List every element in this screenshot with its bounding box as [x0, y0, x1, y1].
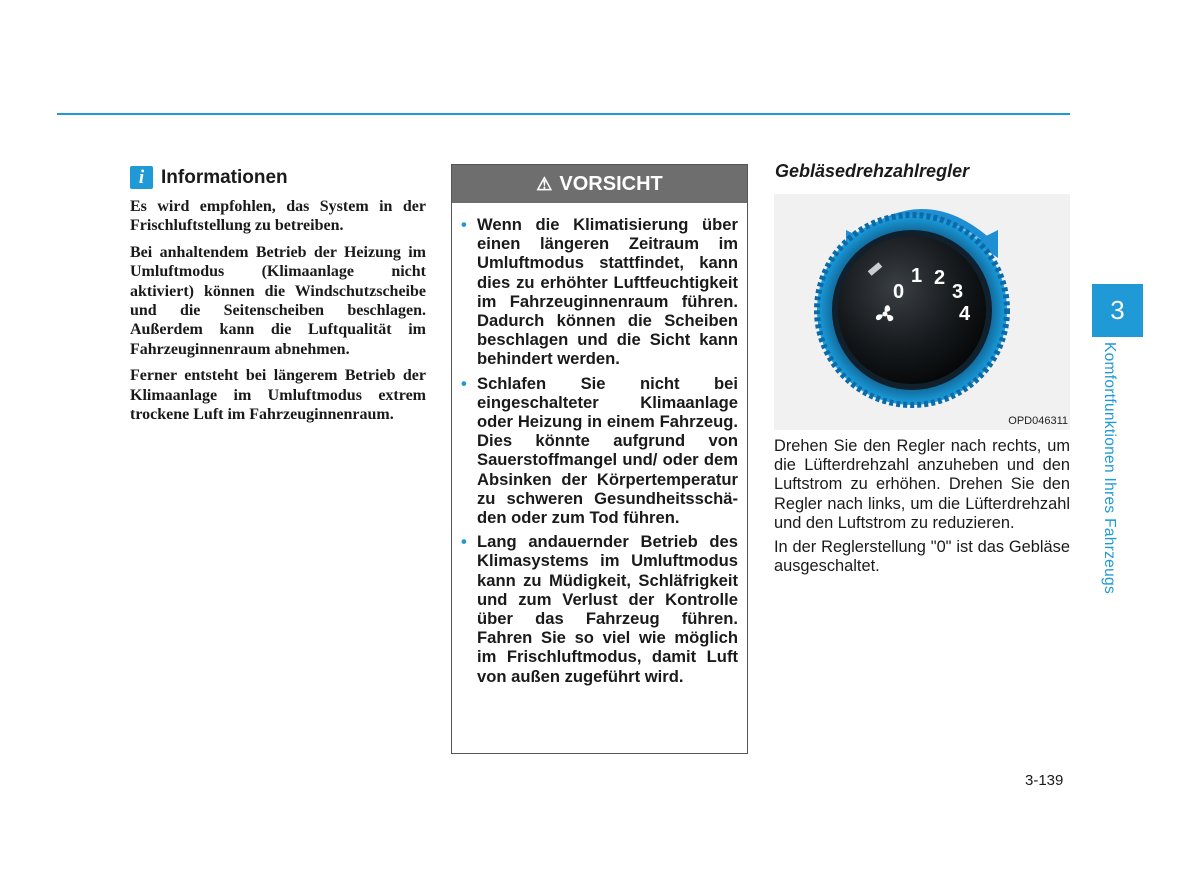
dial-label-1: 1 — [911, 265, 923, 287]
dial-label-4: 4 — [959, 303, 971, 325]
information-title: Informationen — [161, 166, 288, 188]
fan-speed-dial-figure — [774, 194, 1070, 430]
section-title: Gebläsedrehzahlregler — [775, 161, 970, 181]
section-paragraph-1: Drehen Sie den Regler nach rechts, um die Lüfterdrehzahl anzuheben und den Luftstrom zu erhöhen. Drehen Sie den Regler nach links, um die Lüfterdrehzahl und den Luftstrom zu reduzieren. — [774, 437, 1070, 532]
information-header — [130, 166, 426, 189]
information-note — [130, 166, 426, 431]
chapter-number-tab: 3 — [1092, 284, 1143, 337]
info-icon: i — [130, 166, 153, 189]
chapter-title: Komfortfunktionen Ihres Fahrzeugs — [1101, 342, 1118, 594]
caution-item-2: • Schlafen Sie nicht bei eingeschalteter Klimaanlage oder Heizung in einem Fahrzeug. Dies könnte aufgrund von Sauerstoffmangel und/ oder dem Absinken der Körpertemperatur zu schweren Gesundheitsschäden oder zum Tod führen. — [461, 374, 738, 528]
dial-label-3: 3 — [952, 281, 964, 303]
header-rule — [57, 113, 1070, 115]
caution-box — [451, 164, 748, 754]
section-paragraph-2: In der Reglerstellung "0" ist das Gebläse ausgeschaltet. — [774, 538, 1070, 576]
information-paragraph-2: Bei anhaltendem Betrieb der Heizung im Umluftmodus (Klimaanlage nicht aktiviert) können die Windschutzscheibe und die Seitenscheiben beschlagen. Außerdem kann die Luftqualität im Fahrzeuginnenraum abnehmen. — [130, 243, 426, 358]
figure-code: OPD046311 — [1008, 415, 1068, 427]
fan-speed-dial-illustration — [774, 194, 1070, 430]
page-number: 3-139 — [1025, 772, 1064, 789]
caution-item-3: • Lang andauernder Betrieb des Klimasystems im Umluftmodus kann zu Müdigkeit, Schläfrigkeit und zum Verlust der Kontrolle über das Fahrzeug führen. Fahren Sie so viel wie möglich im Frischluftmodus, damit Luft von außen zugeführt wird. — [461, 532, 738, 686]
dial-label-2: 2 — [934, 267, 946, 289]
caution-item-1: • Wenn die Klimatisierung über einen längeren Zeitraum im Umluftmodus stattfindet, kann dies zu erhöhter Luftfeuchtigkeit im Fahrzeuginnenraum führen. Dadurch können die Scheiben beschlagen und die Sicht kann behindert werden. — [461, 215, 738, 369]
caution-list — [452, 203, 747, 686]
information-paragraph-1: Es wird empfohlen, das System in der Frischluftstellung zu betreiben. — [130, 198, 426, 235]
caution-title: VORSICHT — [559, 172, 663, 195]
dial-label-0: 0 — [893, 281, 905, 303]
warning-triangle-icon: ⚠ — [536, 173, 553, 194]
section-body — [774, 437, 1070, 581]
information-paragraph-3: Ferner entsteht bei längerem Betrieb der Klimaanlage im Umluftmodus extrem trockene Luft im Fahrzeuginnenraum. — [130, 367, 426, 424]
caution-header — [452, 165, 747, 203]
